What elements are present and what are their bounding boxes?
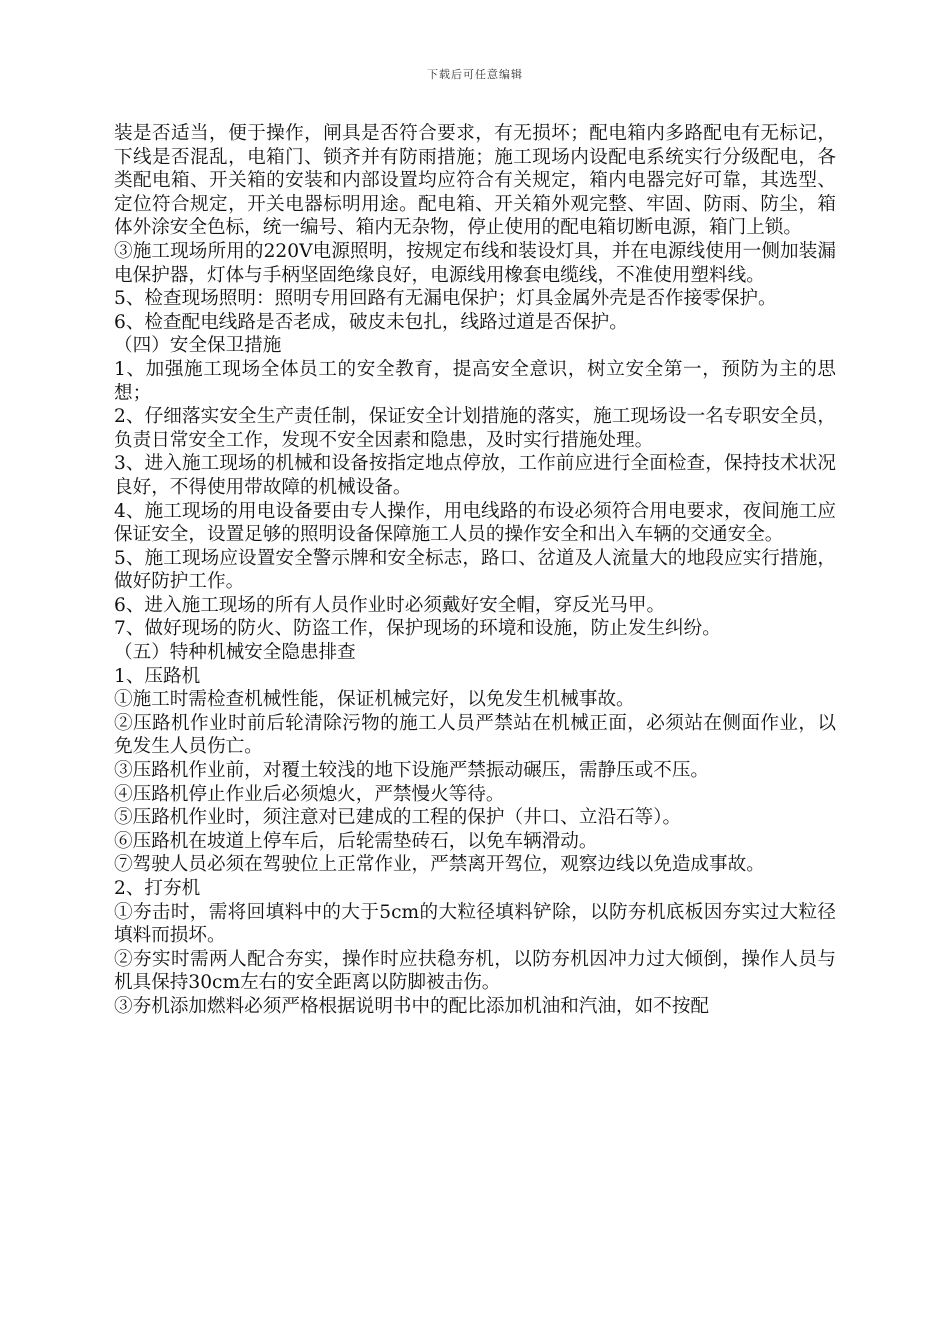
section-heading: （五）特种机械安全隐患排查	[114, 642, 356, 664]
paragraph: ⑥压路机在坡道上停车后，后轮需垫砖石，以免车辆滑动。	[114, 830, 598, 852]
paragraph: 6、进入施工现场的所有人员作业时必须戴好安全帽，穿反光马甲。	[114, 594, 666, 616]
paragraph: 4、施工现场的用电设备要由专人操作，用电线路的布设必须符合用电要求，夜间施工应保证安全，设置足够的照明设备保障施工人员的操作安全和出入车辆的交通安全。	[114, 500, 836, 546]
paragraph: 2、仔细落实安全生产责任制，保证安全计划措施的落实，施工现场设一名专职安全员，负责日常安全工作，发现不安全因素和隐患，及时实行措施处理。	[114, 406, 836, 451]
page-header: 下载后可任意编辑	[427, 68, 523, 81]
paragraph: 1、加强施工现场全体员工的安全教育，提高安全意识，树立安全第一，预防为主的思想；	[114, 358, 836, 404]
subsection-heading: 1、压路机	[114, 665, 201, 687]
paragraph: 5、检查现场照明：照明专用回路有无漏电保护；灯具金属外壳是否作接零保护。	[114, 288, 777, 310]
section-heading: （四）安全保卫措施	[114, 335, 282, 357]
document-body	[114, 122, 836, 1019]
paragraph: ⑦驾驶人员必须在驾驶位上正常作业，严禁离开驾位，观察边线以免造成事故。	[114, 854, 765, 876]
paragraph: ①夯击时，需将回填料中的大于5cm的大粒径填料铲除，以防夯机底板因夯实过大粒径填料而损坏。	[114, 901, 836, 947]
paragraph: ③压路机作业前，对覆土较浅的地下设施严禁振动碾压，需静压或不压。	[114, 760, 710, 782]
paragraph: ①施工时需检查机械性能，保证机械完好，以免发生机械事故。	[114, 689, 635, 711]
paragraph: ④压路机停止作业后必须熄火，严禁慢火等待。	[114, 783, 505, 805]
paragraph: ⑤压路机作业时，须注意对已建成的工程的保护（井口、立沿石等）。	[114, 807, 682, 829]
paragraph: ②压路机作业时前后轮清除污物的施工人员严禁站在机械正面，必须站在侧面作业，以免发生人员伤亡。	[114, 712, 836, 758]
paragraph: ②夯实时需两人配合夯实，操作时应扶稳夯机，以防夯机因冲力过大倾倒，操作人员与机具保持30cm左右的安全距离以防脚被击伤。	[114, 948, 836, 994]
paragraph: 6、检查配电线路是否老成，破皮未包扎，线路过道是否保护。	[114, 311, 628, 333]
paragraph: 3、进入施工现场的机械和设备按指定地点停放，工作前应进行全面检查，保持技术状况良好，不得使用带故障的机械设备。	[114, 453, 836, 498]
paragraph: 5、施工现场应设置安全警示牌和安全标志，路口、岔道及人流量大的地段应实行措施，做好防护工作。	[114, 547, 836, 593]
paragraph: ③施工现场所用的220V电源照明，按规定布线和装设灯具，并在电源线使用一侧加装漏电保护器，灯体与手柄坚固绝缘良好，电源线用橡套电缆线，不准使用塑料线。	[114, 240, 836, 286]
paragraph: ③夯机添加燃料必须严格根据说明书中的配比添加机油和汽油，如不按配	[114, 995, 710, 1017]
paragraph: 装是否适当，便于操作，闸具是否符合要求，有无损坏；配电箱内多路配电有无标记，下线是否混乱，电箱门、锁齐并有防雨措施；施工现场内设配电系统实行分级配电，各类配电箱、开关箱的安装和内部设置均应符合有关规定，箱内电器完好可靠，其选型、定位符合规定，开关电器标明用途。配电箱、开关箱外观完整、牢固、防雨、防尘，箱体外涂安全色标，统一编号、箱内无杂物，停止使用的配电箱切断电源，箱门上锁。	[114, 123, 836, 239]
paragraph: 7、做好现场的防火、防盗工作，保护现场的环境和设施，防止发生纠纷。	[114, 618, 721, 640]
subsection-heading: 2、打夯机	[114, 878, 201, 899]
